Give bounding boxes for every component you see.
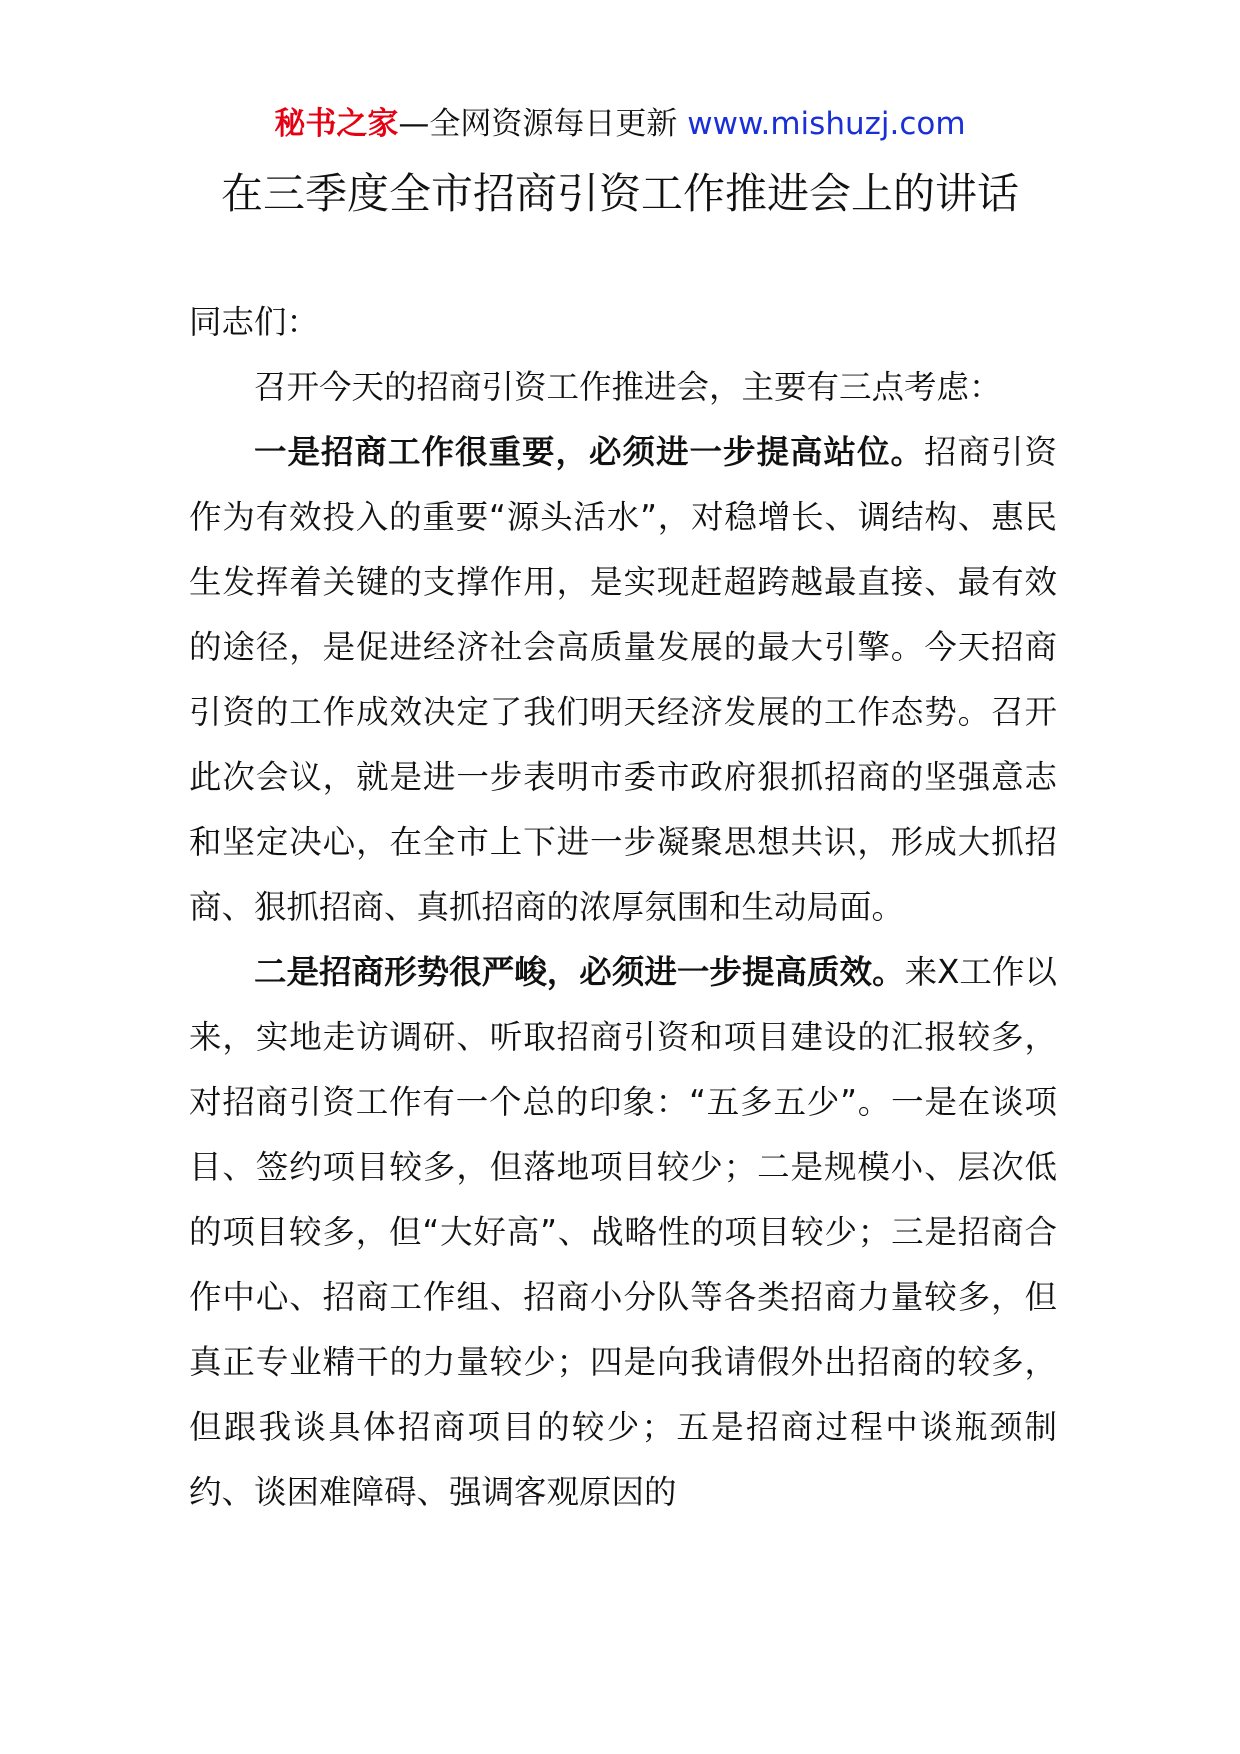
site-slogan: —全网资源每日更新 [398,106,688,142]
site-url-link[interactable]: www.mishuzj.com [687,106,966,142]
point-one-lead: 一是招商工作很重要，必须进一步提高站位。 [254,433,924,471]
point-two-text: 来X工作以来，实地走访调研、听取招商引资和项目建设的汇报较多，对招商引资工作有一个总的印象：“五多五少”。一是在谈项目、签约项目较多，但落地项目较少；二是规模小、层次低的项目较多，但“大好高”、战略性的项目较少；三是招商合作中心、招商工作组、招商小分队等各类招商力量较多，但真正专业精干的力量较少；四是向我请假外出招商的较多，但跟我谈具体招商项目的较少；五是招商过程中谈瓶颈制约、谈困难障碍、强调客观原因的 [189,953,1057,1511]
point-one-text: 招商引资作为有效投入的重要“源头活水”，对稳增长、调结构、惠民生发挥着关键的支撑作用，是实现赶超跨越最直接、最有效的途径，是促进经济社会高质量发展的最大引擎。今天招商引资的工作成效决定了我们明天经济发展的工作态势。召开此次会议，就是进一步表明市委市政府狠抓招商的坚强意志和坚定决心，在全市上下进一步凝聚思想共识，形成大抓招商、狠抓招商、真抓招商的浓厚氛围和生动局面。 [189,433,1057,926]
salutation: 同志们： [189,303,320,341]
point-two-paragraph [189,940,1057,1525]
point-two-lead: 二是招商形势很严峻，必须进一步提高质效。 [254,953,905,991]
intro-paragraph: 召开今天的招商引资工作推进会，主要有三点考虑： [254,368,1002,406]
site-header [0,104,1240,144]
document-body [189,290,1057,1525]
point-one-paragraph [189,420,1057,940]
site-brand: 秘书之家 [274,106,399,142]
document-title: 在三季度全市招商引资工作推进会上的讲话 [220,169,1019,218]
